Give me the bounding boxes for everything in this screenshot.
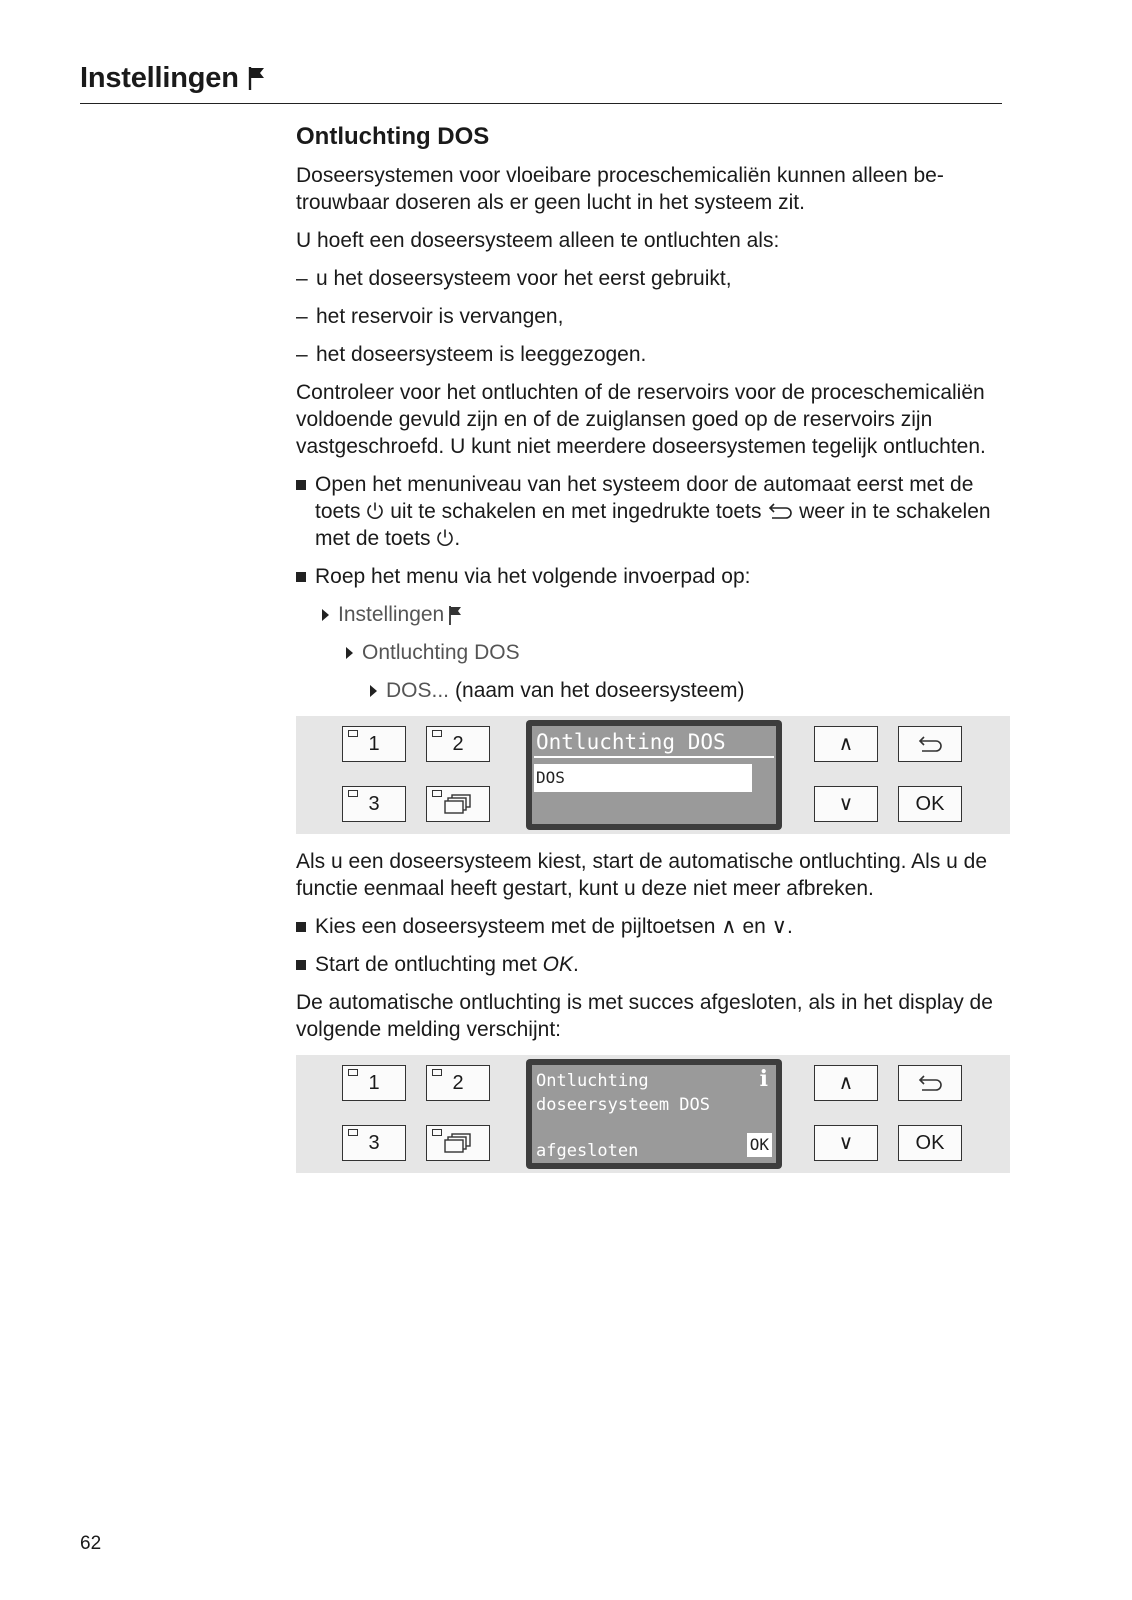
ok-button[interactable]: OK [898, 786, 962, 822]
info-icon: i [759, 1066, 768, 1092]
bullet-square [296, 480, 306, 490]
page-title [80, 58, 1002, 98]
display-line-1: Ontluchting [536, 1071, 649, 1091]
triangle-right-icon [322, 609, 329, 621]
up-button[interactable] [814, 726, 878, 762]
window-button[interactable] [426, 1125, 490, 1161]
control-panel [296, 1055, 1010, 1173]
list-item: – u het doseersysteem voor het eerst gebruikt, [296, 267, 732, 290]
page-number: 62 [80, 1533, 102, 1554]
back-arrow-icon [917, 735, 943, 753]
menu-path-level-1: Instellingen [322, 601, 1006, 628]
up-arrow-icon: ∧ [838, 732, 854, 755]
paragraph-success: De automatische ontluchting is met succes afgesloten, als in het display de volgende melding verschijnt: [296, 991, 993, 1041]
paragraph-check: Controleer voor het ontluchten of de reservoirs voor de proceschemicaliën voldoende gevuld zijn en of de zuiglansen goed op de reservoirs zijn vastgeschroefd. U kunt niet meerdere doseersystemen tegelijk ontluchten. [296, 381, 986, 458]
button-2[interactable]: 2 [426, 1065, 490, 1101]
flag-icon [247, 65, 267, 91]
lcd-display [526, 1059, 782, 1169]
button-3[interactable]: 3 [342, 786, 406, 822]
back-arrow-icon [767, 502, 793, 520]
menu-path-level-2: Ontluchting DOS [346, 639, 1006, 666]
bullet-square [296, 960, 306, 970]
button-2[interactable]: 2 [426, 726, 490, 762]
power-icon [436, 528, 454, 548]
up-arrow-icon: ∧ [721, 915, 737, 938]
instruction-step: Kies een doseersysteem met de pijltoetsen ∧ en ∨. [296, 913, 1006, 940]
menu-path-level-3: DOS... (naam van het doseersysteem) [370, 677, 1006, 704]
instruction-step: Roep het menu via het volgende invoerpad op: [296, 563, 1006, 590]
ok-button[interactable]: OK [898, 1125, 962, 1161]
display-divider [534, 756, 774, 758]
up-button[interactable] [814, 1065, 878, 1101]
page-title-text: Instellingen [80, 62, 239, 94]
paragraph-intro: Doseersystemen voor vloeibare proceschemicaliën kunnen alleen betrouwbaar doseren als er geen lucht in het systeem zit. [296, 164, 944, 214]
flag-icon [448, 604, 464, 626]
section-title: Ontluchting DOS [296, 123, 490, 150]
page-header [80, 58, 1002, 104]
back-button[interactable] [898, 726, 962, 762]
windows-icon [443, 793, 473, 815]
down-arrow-icon: ∨ [838, 792, 854, 815]
control-panel [296, 716, 1010, 834]
list-item: – het doseersysteem is leeggezogen. [296, 343, 647, 366]
paragraph-start: Als u een doseersysteem kiest, start de automatische ontluchting. Als u de functie eenmaal heeft gestart, kunt u deze niet meer afbreken. [296, 850, 988, 900]
display-ok-indicator[interactable]: OK [747, 1133, 772, 1157]
button-3[interactable]: 3 [342, 1125, 406, 1161]
display-selected-item[interactable]: DOS [534, 764, 752, 792]
window-button[interactable] [426, 786, 490, 822]
lcd-display [526, 720, 782, 830]
down-button[interactable] [814, 786, 878, 822]
triangle-right-icon [346, 647, 353, 659]
display-title: Ontluchting DOS [536, 730, 726, 754]
windows-icon [443, 1132, 473, 1154]
button-1[interactable]: 1 [342, 1065, 406, 1101]
instruction-step: Open het menuniveau van het systeem door de automaat eerst met de toets uit te schakelen en met ingedrukte toets weer in te schakelen met de toets . [296, 471, 1006, 552]
down-button[interactable] [814, 1125, 878, 1161]
display-line-2: doseersysteem DOS [536, 1095, 710, 1115]
up-arrow-icon: ∧ [838, 1071, 854, 1094]
list-item: – het reservoir is vervangen, [296, 305, 564, 328]
back-arrow-icon [917, 1074, 943, 1092]
triangle-right-icon [370, 685, 377, 697]
bullet-square [296, 922, 306, 932]
instruction-step: Start de ontluchting met OK. [296, 951, 1006, 978]
back-button[interactable] [898, 1065, 962, 1101]
down-arrow-icon: ∨ [838, 1131, 854, 1154]
button-1[interactable]: 1 [342, 726, 406, 762]
paragraph-conditions: U hoeft een doseersysteem alleen te ontluchten als: [296, 229, 780, 252]
power-icon [366, 501, 384, 521]
display-line-3: afgesloten [536, 1141, 639, 1161]
bullet-square [296, 572, 306, 582]
down-arrow-icon: ∨ [771, 915, 788, 938]
content [296, 120, 1006, 1187]
